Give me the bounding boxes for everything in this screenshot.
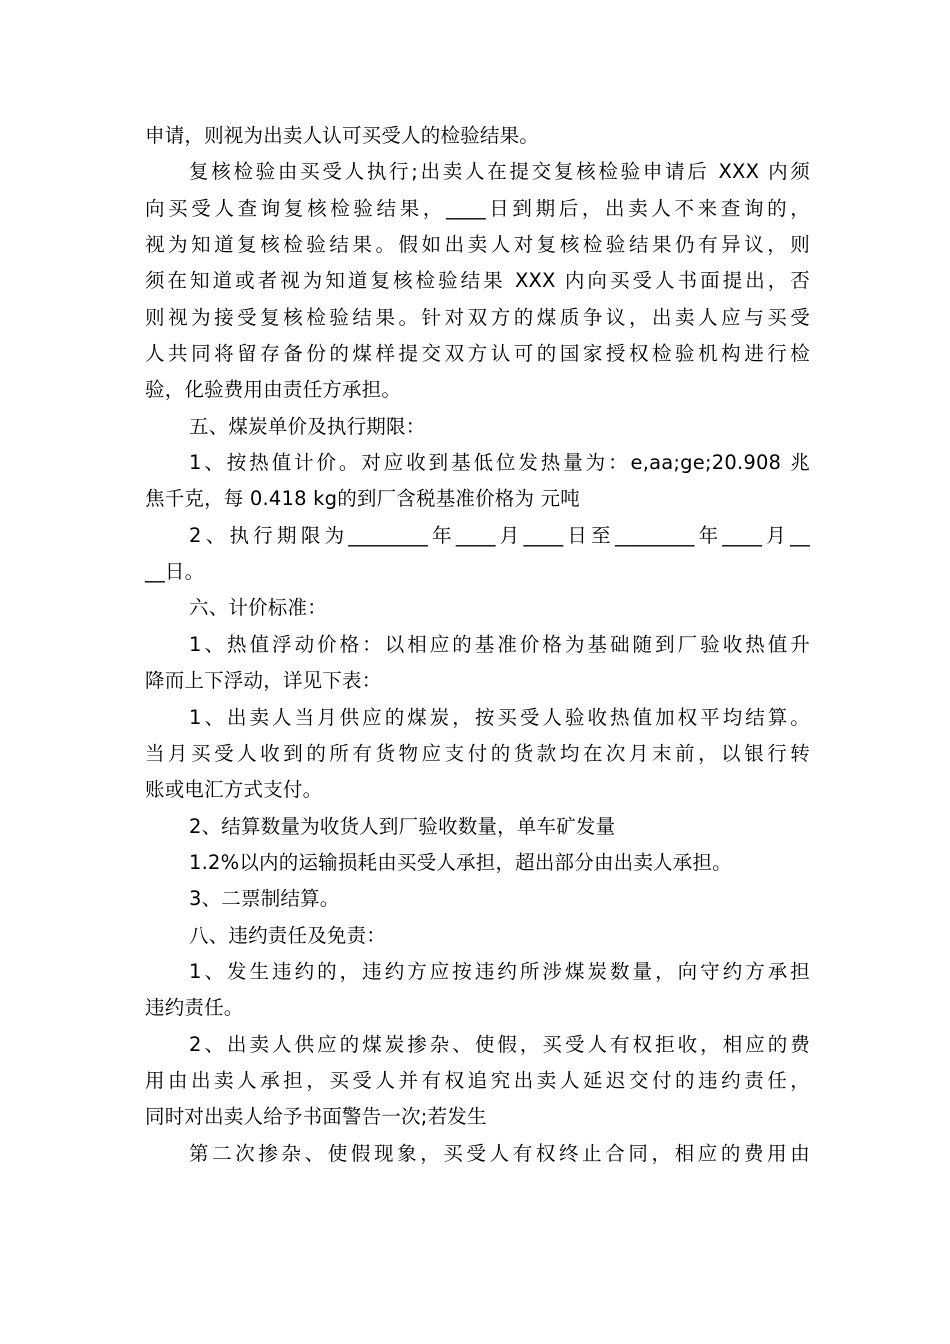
text-line: 当月买受人收到的所有货物应支付的货款均在次月末前，以银行转	[145, 741, 810, 765]
text-line: 降而上下浮动，详见下表：	[145, 669, 382, 693]
section-heading: 五、煤炭单价及执行期限：	[189, 414, 426, 438]
text-line: __日。	[145, 560, 205, 584]
text-line: 用由出卖人承担，买受人并有权追究出卖人延迟交付的违约责任，	[145, 1068, 810, 1092]
text-line: 1、热值浮动价格：以相应的基准价格为基础随到厂验收热值升	[189, 632, 810, 656]
text-line: 1、按热值计价。对应收到基低位发热量为：e,aa;ge;20.908 兆	[189, 451, 810, 475]
text-line: 违约责任。	[145, 996, 244, 1020]
text-line: 1、发生违约的，违约方应按违约所涉煤炭数量，向守约方承担	[189, 959, 810, 983]
text-line: 2、出卖人供应的煤炭掺杂、使假，买受人有权拒收，相应的费	[189, 1032, 810, 1056]
text-line: 2、结算数量为收货人到厂验收数量，单车矿发量	[189, 814, 616, 838]
text-line: 焦千克，每 0.418 kg的到厂含税基准价格为 元吨	[145, 487, 580, 511]
text-line: 1.2%以内的运输损耗由买受人承担，超出部分由出卖人承担。	[189, 850, 732, 874]
section-heading: 六、计价标准：	[189, 596, 327, 620]
section-heading: 八、违约责任及免责：	[189, 923, 387, 947]
text-line: 3、二票制结算。	[189, 887, 340, 911]
text-line: 则视为接受复核检验结果。针对双方的煤质争议，出卖人应与买受	[145, 305, 810, 329]
document-body	[145, 118, 810, 1172]
text-line: 人共同将留存备份的煤样提交双方认可的国家授权检验机构进行检	[145, 342, 810, 366]
text-line: 第二次掺杂、使假现象，买受人有权终止合同，相应的费用由	[189, 1141, 810, 1165]
text-line: 同时对出卖人给予书面警告一次;若发生	[145, 1105, 487, 1129]
text-line: 须在知道或者视为知道复核检验结果 XXX 内向买受人书面提出，否	[145, 269, 810, 293]
text-line: 2、执行期限为________年____月____日至________年____月__	[189, 523, 810, 547]
text-line: 1、出卖人当月供应的煤炭，按买受人验收热值加权平均结算。	[189, 705, 810, 729]
text-line: 视为知道复核检验结果。假如出卖人对复核检验结果仍有异议，则	[145, 233, 810, 257]
text-line: 复核检验由买受人执行;出卖人在提交复核检验申请后 XXX 内须	[189, 160, 810, 184]
text-line: 验，化验费用由责任方承担。	[145, 378, 402, 402]
text-line: 向买受人查询复核检验结果，____日到期后，出卖人不来查询的，	[145, 196, 810, 220]
text-line: 账或电汇方式支付。	[145, 778, 323, 802]
text-line: 申请，则视为出卖人认可买受人的检验结果。	[145, 124, 540, 147]
